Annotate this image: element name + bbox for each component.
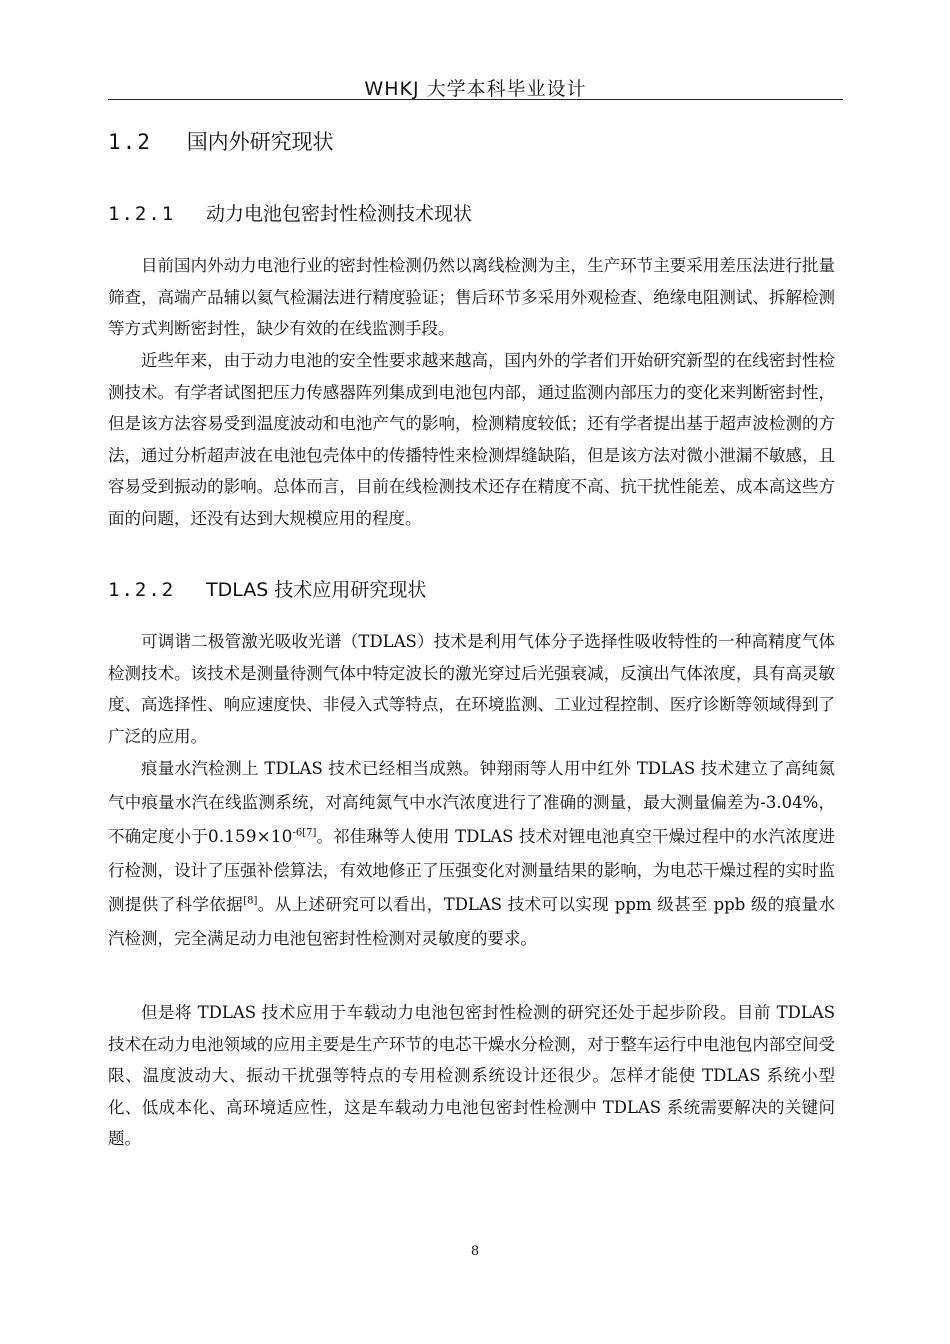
page-header: WHKJ 大学本科毕业设计 (364, 78, 587, 100)
section-number: 1.2.1 (108, 203, 176, 225)
section-heading-1-2-1 (108, 199, 472, 226)
section-number: 1.2.2 (108, 579, 176, 601)
paragraph-4-text-b: 。祁佳琳等人使用 TDLAS 技术对锂电池真空干燥过程中的水汽浓度进行检测，设计了压强补偿算法，有效地修正了压强变化对测量结果的影响，为电芯干燥过程的实时监测提供了科学依据 (108, 827, 836, 914)
paragraph-4-text-c: 。从上述研究可以看出，TDLAS 技术可以实现 ppm 级甚至 ppb 级的痕量水汽检测，完全满足动力电池包密封性检测对灵敏度的要求。 (108, 895, 836, 948)
citation-7: [7] (302, 827, 317, 839)
section-number: 1.2 (108, 130, 152, 154)
header-rule (108, 99, 843, 100)
section-heading-1-2 (108, 126, 334, 156)
paragraph-4-text-a: 痕量水汽检测上 TDLAS 技术已经相当成熟。钟翔雨等人用中红外 TDLAS 技术建立了高纯氮气中痕量水汽在线监测系统，对高纯氮气中水汽浓度进行了准确的测量，最大测量偏差为-3.04%，不确定度小于 (108, 759, 835, 846)
paragraph-2: 近些年来，由于动力电池的安全性要求越来越高，国内外的学者们开始研究新型的在线密封性检测技术。有学者试图把压力传感器阵列集成到电池包内部，通过监测内部压力的变化来判断密封性，但是该方法容易受到温度波动和电池产气的影响，检测精度较低；还有学者提出基于超声波检测的方法，通过分析超声波在电池包壳体中的传播特性来检测焊缝缺陷，但是该方法对微小泄漏不敏感，且容易受到振动的影响。总体而言，目前在线检测技术还存在精度不高、抗干扰性能差、成本高这些方面的问题，还没有达到大规模应用的程度。 (108, 351, 835, 528)
section-title: 动力电池包密封性检测技术现状 (206, 203, 473, 225)
section-title: 国内外研究现状 (186, 130, 334, 154)
section-heading-1-2-2 (108, 575, 426, 602)
paragraph-5: 但是将 TDLAS 技术应用于车载动力电池包密封性检测的研究还处于起步阶段。目前 TDLAS 技术在动力电池领域的应用主要是生产环节的电芯干燥水分检测，对于整车运行中电池包内部空间受限、温度波动大、振动干扰强等特点的专用检测系统设计还很少。怎样才能使 TDLAS 系统小型化、低成本化、高环境适应性，这是车载动力电池包密封性检测中 TDLAS 系统需要解决的关键问题。 (108, 1003, 835, 1149)
page-number: 8 (470, 1244, 480, 1259)
section-title: TDLAS 技术应用研究现状 (206, 579, 427, 601)
paragraph-3: 可调谐二极管激光吸收光谱（TDLAS）技术是利用气体分子选择性吸收特性的一种高精度气体检测技术。该技术是测量待测气体中特定波长的激光穿过后光强衰减，反演出气体浓度，具有高灵敏度、高选择性、响应速度快、非侵入式等特点，在环境监测、工业过程控制、医疗诊断等领域得到了广泛的应用。 (108, 632, 835, 746)
paragraph-1: 目前国内外动力电池行业的密封性检测仍然以离线检测为主，生产环节主要采用差压法进行批量筛查，高端产品辅以氦气检漏法进行精度验证；售后环节多采用外观检查、绝缘电阻测试、拆解检测等方式判断密封性，缺少有效的在线监测手段。 (108, 256, 835, 339)
math-expression: $0.159\times 10^{-6}$ (207, 827, 303, 847)
citation-8: [8] (243, 895, 258, 907)
paragraph-4 (108, 752, 835, 956)
